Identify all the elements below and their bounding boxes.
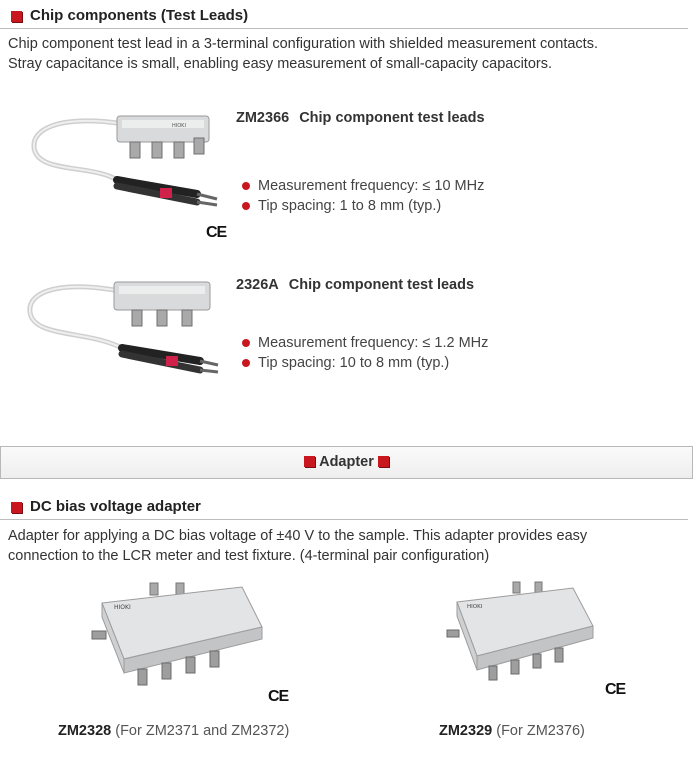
2326a-product-title [236, 277, 474, 293]
red-square-icon [11, 502, 22, 513]
product-name: Chip component test leads [299, 110, 485, 126]
spec-item: Tip spacing: 1 to 8 mm (typ.) [240, 196, 484, 216]
dc-bias-header [0, 496, 688, 520]
zm2329-adapter-image [443, 578, 603, 690]
product-model: ZM2366 [236, 110, 290, 126]
svg-text:HIOKI: HIOKI [172, 123, 186, 129]
svg-text:HIOKI: HIOKI [467, 604, 483, 610]
zm2366-test-lead-image [22, 102, 222, 222]
dc-bias-description [8, 526, 688, 566]
red-square-icon [11, 11, 22, 22]
svg-text:HIOKI: HIOKI [114, 604, 131, 611]
zm2329-caption [439, 723, 585, 739]
adapter-bar-label: Adapter [319, 454, 374, 470]
adapter-category-bar [0, 446, 693, 479]
2326a-spec-list [240, 333, 488, 373]
product-model: 2326A [236, 277, 279, 293]
2326a-test-lead-image [22, 266, 222, 386]
adapter-model: ZM2328 [58, 723, 112, 739]
ce-mark-icon: CE [605, 681, 626, 698]
chip-components-description [8, 34, 688, 74]
description-line: connection to the LCR meter and test fixture. (4-terminal pair configuration) [8, 548, 490, 564]
red-square-icon [378, 456, 389, 467]
adapter-model: ZM2329 [439, 723, 493, 739]
red-square-icon [304, 456, 315, 467]
adapter-note: (For ZM2376) [496, 723, 585, 739]
description-line: Stray capacitance is small, enabling easy measurement of small-capacity capacitors. [8, 56, 552, 72]
chip-components-title: Chip components (Test Leads) [30, 7, 249, 24]
dc-bias-title: DC bias voltage adapter [30, 498, 201, 515]
product-name: Chip component test leads [288, 277, 475, 293]
ce-mark-icon: CE [206, 224, 227, 241]
zm2366-product-title [236, 110, 485, 126]
spec-item: Tip spacing: 10 to 8 mm (typ.) [240, 353, 488, 373]
adapter-note: (For ZM2371 and ZM2372) [115, 723, 290, 739]
description-line: Adapter for applying a DC bias voltage of ±40 V to the sample. This adapter provides easy [8, 528, 588, 544]
zm2366-spec-list [240, 176, 484, 216]
ce-mark-icon: CE [268, 688, 289, 705]
zm2328-caption [58, 723, 289, 739]
spec-item: Measurement frequency: ≤ 1.2 MHz [240, 333, 488, 353]
description-line: Chip component test lead in a 3-terminal configuration with shielded measurement contacts. [8, 36, 598, 52]
spec-item: Measurement frequency: ≤ 10 MHz [240, 176, 484, 196]
chip-components-header [0, 5, 688, 29]
zm2328-adapter-image [72, 575, 272, 695]
